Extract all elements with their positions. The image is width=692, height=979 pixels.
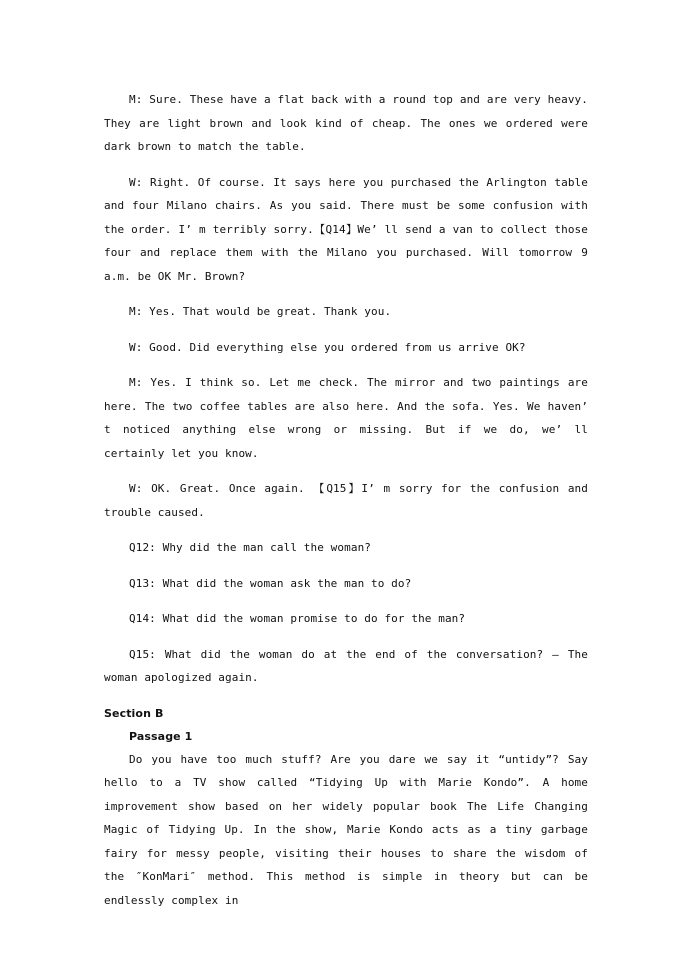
dialogue-paragraph: W: Right. Of course. It says here you purchased the Arlington table and four Milano chairs. As you said. There must be some confusion with the order. I’ m terribly sorry.【Q14】We’ ll send a van to collect those four and replace them with the Milano you purchased. Will tomorrow 9 a.m. be OK Mr. Brown? [104,175,588,283]
question-line: Q13: What did the woman ask the man to do? [129,576,412,590]
dialogue-paragraph: W: OK. Great. Once again. 【Q15】I’ m sorry for the confusion and trouble caused. [104,482,588,519]
dialogue-paragraph: M: Yes. That would be great. Thank you. [129,305,392,318]
passage-paragraph: Do you have too much stuff? Are you dare we say it “untidy”? Say hello to a TV show called “Tidying Up with Marie Kondo”. A home improvement show based on her widely popular book The Life Changing Magic of Tidying Up. In the show, Marie Kondo acts as a tiny garbage fairy for messy people, visiting their houses to share the wisdom of the ″KonMari″ method. This method is simple in theory but can be endlessly complex in [104,752,588,907]
question-line: Q15: What did the woman do at the end of the conversation? – The woman apologized again. [104,647,588,684]
section-heading: Section B [104,706,164,720]
dialogue-paragraph: W: Good. Did everything else you ordered from us arrive OK? [129,340,526,354]
document-page [104,88,588,924]
question-line: Q14: What did the woman promise to do for the man? [129,612,466,625]
passage-heading: Passage 1 [129,729,193,743]
dialogue-paragraph: M: Yes. I think so. Let me check. The mirror and two paintings are here. The two coffee tables are also here. And the sofa. Yes. We haven’ t noticed anything else wrong or missing. But if we do, we’ ll certainly let you know. [104,376,588,460]
question-line: Q12: Why did the man call the woman? [129,541,372,554]
dialogue-paragraph: M: Sure. These have a flat back with a round top and are very heavy. They are light brown and look kind of cheap. The ones we ordered were dark brown to match the table. [104,93,588,153]
